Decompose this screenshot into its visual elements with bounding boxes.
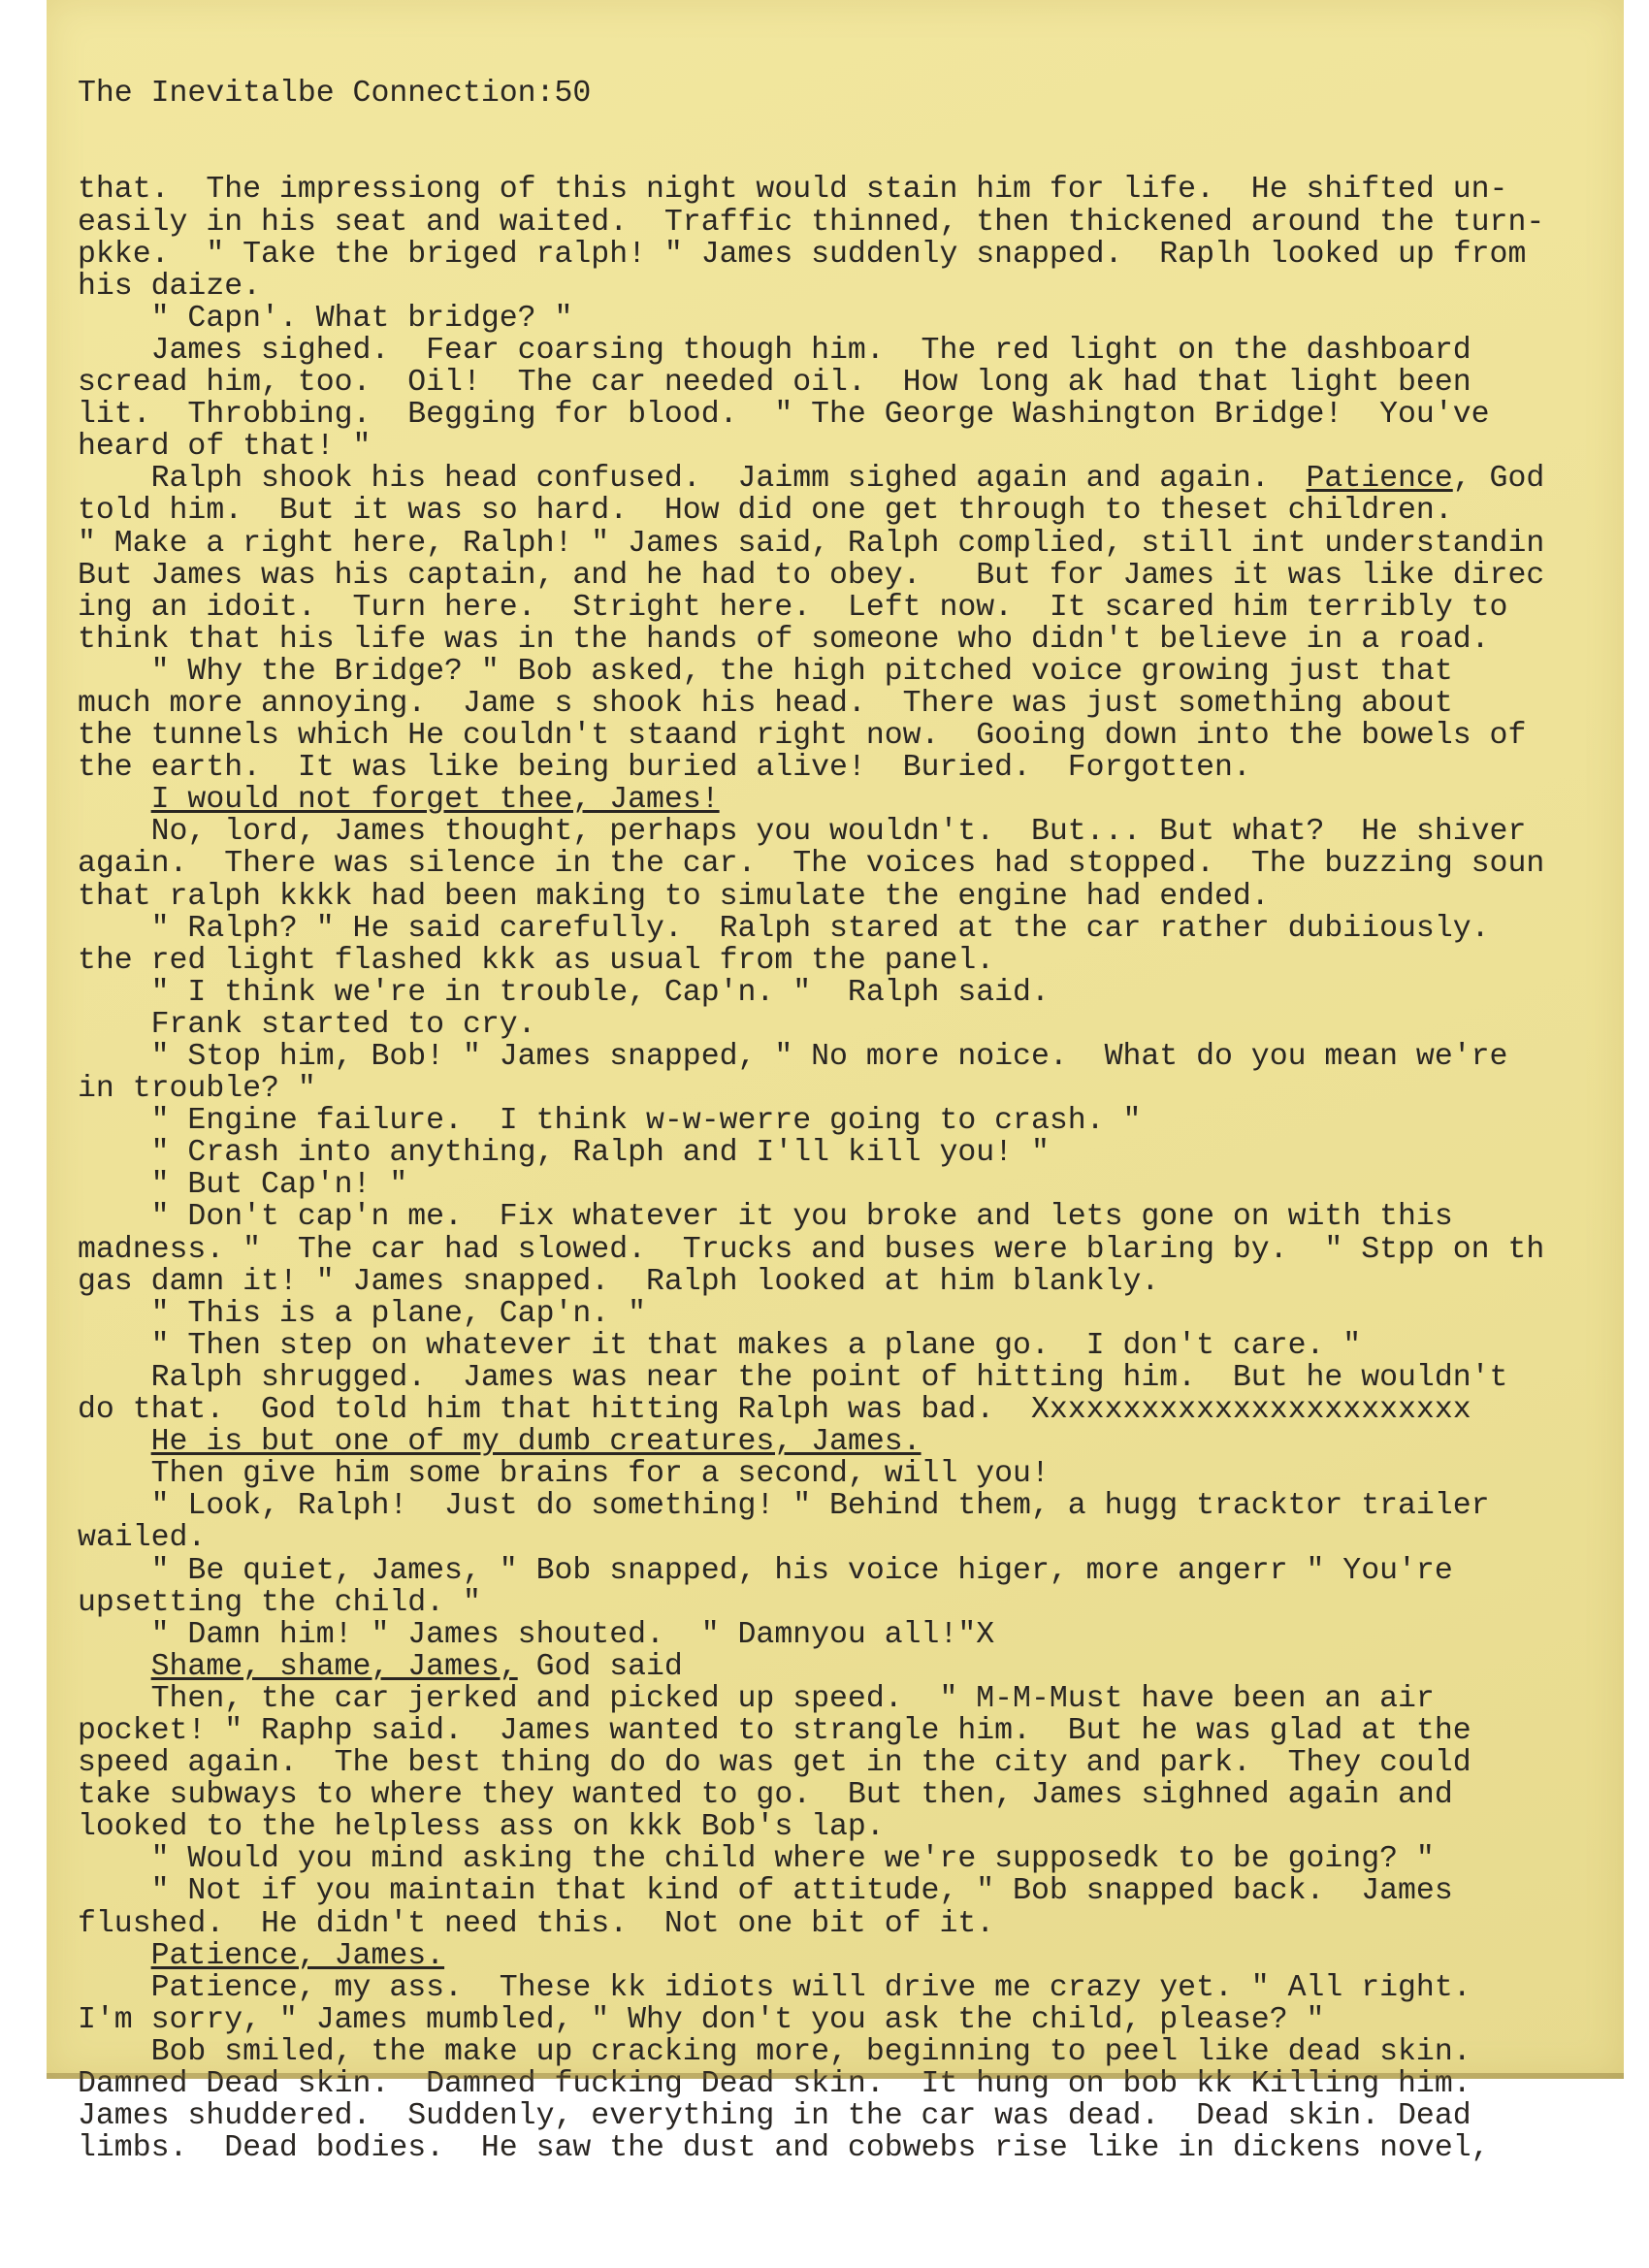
line-text: much more annoying. Jame s shook his head. There was just something about (78, 686, 1453, 721)
line-text-rest: , God (1452, 462, 1545, 497)
page-header: The Inevitalbe Connection:50 (78, 77, 592, 112)
text-line (78, 1490, 1544, 1522)
text-line (78, 1522, 1544, 1554)
text-line (78, 174, 1544, 206)
line-text: " Not if you maintain that kind of attitude, " Bob snapped back. James (78, 1874, 1453, 1909)
text-line (78, 945, 1544, 977)
line-text: heard of that! " (78, 430, 372, 465)
text-line (78, 1009, 1544, 1041)
line-text: Bob smiled, the make up cracking more, beginning to peel like dead skin. (78, 2034, 1471, 2069)
line-text: do that. God told him that hitting Ralph was bad. Xxxxxxxxxxxxxxxxxxxxxxxx (78, 1393, 1471, 1428)
line-text: " Capn'. What bridge? " (78, 301, 573, 336)
text-line (78, 1041, 1544, 1073)
underlined-text: He is but one of my dumb creatures, James. (150, 1425, 922, 1460)
line-text: take subways to where they wanted to go. But then, James sighned again and (78, 1778, 1453, 1813)
line-text: No, lord, James thought, perhaps you wouldn't. But... But what? He shiver (78, 815, 1527, 850)
line-text: lit. Throbbing. Begging for blood. " The George Washington Bridge! You've (78, 398, 1490, 433)
text-line (78, 463, 1544, 495)
line-text-rest: God said (517, 1649, 683, 1684)
line-text: " Would you mind asking the child where we're supposedk to be going? " (78, 1842, 1435, 1877)
line-text: But James was his captain, and he had to obey. But for James it was like direc (78, 558, 1545, 593)
line-text: Frank started to cry. (78, 1007, 536, 1042)
line-text: " This is a plane, Cap'n. " (78, 1296, 646, 1331)
line-text: flushed. He didn't need this. Not one bit of it. (78, 1906, 995, 1941)
underlined-text: Patience (1306, 462, 1453, 497)
text-line (78, 2100, 1544, 2132)
line-text: speed again. The best thing do do was get in the city and park. They could (78, 1746, 1471, 1781)
line-text: in trouble? " (78, 1072, 316, 1107)
line-text: madness. " The car had slowed. Trucks and buses were blaring by. " Stpp on th (78, 1232, 1545, 1267)
line-text: I'm sorry, " James mumbled, " Why don't you ask the child, please? " (78, 2002, 1325, 2037)
text-line (78, 2132, 1544, 2164)
line-text: the tunnels which He couldn't staand right now. Gooing down into the bowels of (78, 719, 1527, 754)
text-line (78, 624, 1544, 656)
line-text: " Stop him, Bob! " James snapped, " No more noice. What do you mean we're (78, 1040, 1508, 1074)
text-line (78, 2068, 1544, 2100)
text-line (78, 207, 1544, 239)
line-text: " Make a right here, Ralph! " James said, Ralph complied, still int understandin (78, 526, 1545, 561)
text-line (78, 1266, 1544, 1298)
line-text: ing an idoit. Turn here. Stright here. Left now. It scared him terribly to (78, 590, 1508, 625)
text-line (78, 816, 1544, 848)
text-line (78, 431, 1544, 463)
text-line (78, 1073, 1544, 1105)
text-line (78, 1426, 1544, 1458)
line-text: that. The impressiong of this night would stain him for life. He shifted un- (78, 173, 1508, 208)
text-line (78, 688, 1544, 720)
line-text: pkke. " Take the briged ralph! " James suddenly snapped. Raplh looked up from (78, 237, 1527, 272)
line-text: Ralph shook his head confused. Jaimm sighed again and again. (78, 462, 1307, 497)
line-text: " Why the Bridge? " Bob asked, the high pitched voice growing just that (78, 654, 1453, 689)
line-text: gas damn it! " James snapped. Ralph looked at him blankly. (78, 1264, 1160, 1299)
text-line (78, 1715, 1544, 1747)
line-text: pocket! " Raphp said. James wanted to strangle him. But he was glad at the (78, 1713, 1471, 1748)
line-text: " Don't cap'n me. Fix whatever it you broke and lets gone on with this (78, 1200, 1453, 1235)
text-line (78, 848, 1544, 880)
text-line (78, 495, 1544, 527)
line-text: his daize. (78, 269, 262, 304)
text-line (78, 1201, 1544, 1233)
text-line (78, 239, 1544, 271)
text-line (78, 1555, 1544, 1587)
line-text: scread him, too. Oil! The car needed oil. How long ak had that light been (78, 366, 1471, 401)
text-line (78, 1908, 1544, 1940)
text-line (78, 271, 1544, 303)
line-text: Then give him some brains for a second, will you! (78, 1457, 1050, 1492)
text-line (78, 1811, 1544, 1843)
text-line (78, 1330, 1544, 1362)
underlined-text: I would not forget thee, James! (150, 783, 720, 818)
line-text: Ralph shrugged. James was near the point of hitting him. But he wouldn't (78, 1360, 1508, 1395)
text-line (78, 1105, 1544, 1137)
line-text (78, 783, 151, 817)
line-text: the red light flashed kkk as usual from the panel. (78, 943, 995, 978)
line-text: Patience, my ass. These kk idiots will drive me crazy yet. " All right. (78, 1970, 1471, 2005)
underlined-text: Shame, shame, James, (150, 1649, 518, 1684)
line-text: " But Cap'n! " (78, 1168, 408, 1203)
text-line (78, 1651, 1544, 1683)
text-line (78, 1619, 1544, 1651)
text-line (78, 784, 1544, 816)
line-text: " I think we're in trouble, Cap'n. " Ralph said. (78, 975, 1050, 1010)
line-text: think that his life was in the hands of someone who didn't believe in a road. (78, 622, 1490, 657)
text-line (78, 367, 1544, 399)
line-text: " Be quiet, James, " Bob snapped, his voice higer, more angerr " You're (78, 1553, 1453, 1588)
text-line (78, 1940, 1544, 1972)
text-line (78, 720, 1544, 752)
text-line (78, 1362, 1544, 1394)
text-line (78, 592, 1544, 624)
line-text: that ralph kkkk had been making to simulate the engine had ended. (78, 879, 1270, 914)
text-line (78, 1779, 1544, 1811)
text-line (78, 399, 1544, 431)
line-text: " Crash into anything, Ralph and I'll kill you! " (78, 1136, 1050, 1171)
line-text: " Damn him! " James shouted. " Damnyou all!"X (78, 1617, 995, 1652)
underlined-text: Patience, James. (150, 1938, 445, 1973)
text-line (78, 1137, 1544, 1169)
text-line (78, 656, 1544, 688)
line-text: told him. But it was so hard. How did one get through to theset children. (78, 494, 1453, 529)
text-line (78, 1394, 1544, 1426)
text-line (78, 1169, 1544, 1201)
line-text: " Ralph? " He said carefully. Ralph stared at the car rather dubiiously. (78, 911, 1490, 946)
text-line (78, 1683, 1544, 1715)
line-text (78, 1650, 151, 1684)
text-line (78, 335, 1544, 367)
text-line (78, 1298, 1544, 1330)
text-line (78, 1458, 1544, 1490)
text-line (78, 1587, 1544, 1619)
text-line (78, 1972, 1544, 2004)
text-line (78, 1843, 1544, 1875)
line-text: upsetting the child. " (78, 1585, 481, 1620)
text-line (78, 528, 1544, 560)
text-line (78, 913, 1544, 945)
page-text (78, 14, 1544, 2164)
line-text: " Engine failure. I think w-w-werre going to crash. " (78, 1104, 1142, 1139)
line-text: limbs. Dead bodies. He saw the dust and cobwebs rise like in dickens novel, (78, 2131, 1490, 2166)
text-line (78, 1234, 1544, 1266)
text-line (78, 881, 1544, 913)
text-line (78, 560, 1544, 592)
text-line (78, 1875, 1544, 1907)
line-text (78, 1425, 151, 1459)
line-text: easily in his seat and waited. Traffic thinned, then thickened around the turn- (78, 205, 1545, 240)
line-text: James shuddered. Suddenly, everything in the car was dead. Dead skin. Dead (78, 2099, 1471, 2134)
line-text: " Then step on whatever it that makes a plane go. I don't care. " (78, 1328, 1362, 1363)
line-text: looked to the helpless ass on kkk Bob's lap. (78, 1810, 885, 1845)
text-line (78, 1747, 1544, 1779)
text-line (78, 2004, 1544, 2036)
line-text: James sighed. Fear coarsing though him. The red light on the dashboard (78, 333, 1471, 368)
text-line (78, 303, 1544, 335)
text-line (78, 2036, 1544, 2068)
line-text: Then, the car jerked and picked up speed. " M-M-Must have been an air (78, 1681, 1435, 1716)
line-text (78, 1939, 151, 1973)
line-text: " Look, Ralph! Just do something! " Behind them, a hugg tracktor trailer (78, 1489, 1490, 1524)
line-text: the earth. It was like being buried alive! Buried. Forgotten. (78, 751, 1251, 786)
line-text: wailed. (78, 1521, 207, 1556)
line-text: Damned Dead skin. Damned fucking Dead skin. It hung on bob kk Killing him. (78, 2067, 1471, 2101)
line-text: again. There was silence in the car. The voices had stopped. The buzzing soun (78, 847, 1545, 882)
typewritten-page (47, 0, 1624, 2166)
text-line (78, 977, 1544, 1009)
text-line (78, 752, 1544, 784)
